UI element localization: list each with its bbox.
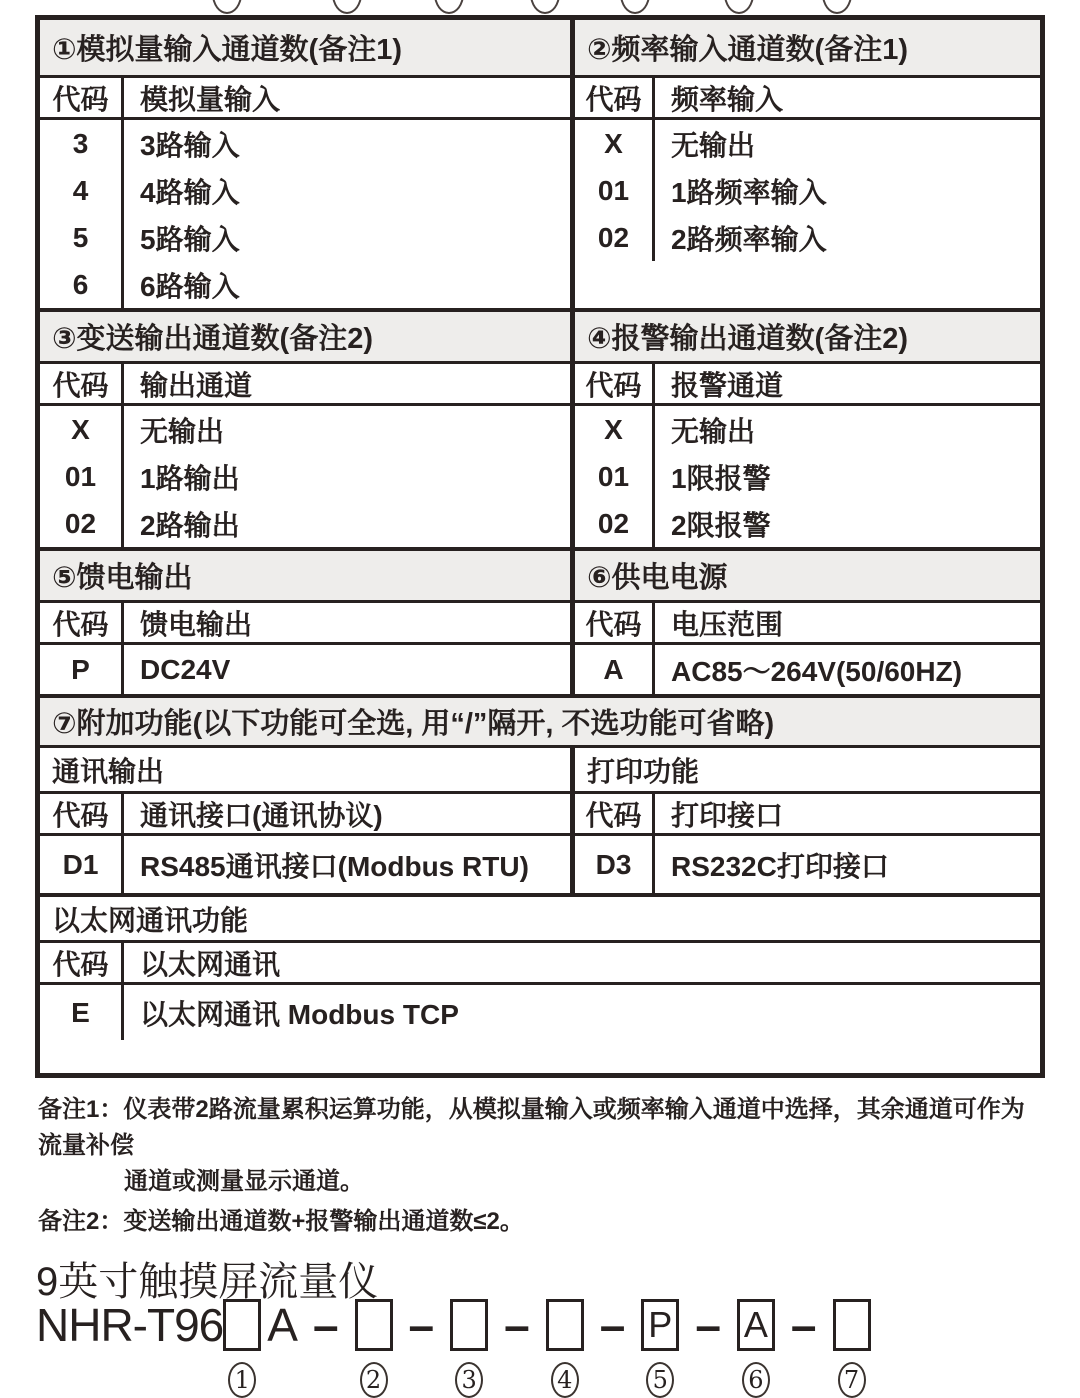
slot-6-value: A xyxy=(743,1304,768,1345)
slot-5-value: P xyxy=(648,1304,673,1345)
value-cell: 以太网通讯 Modbus TCP xyxy=(140,998,459,1030)
value-cell: 1路输出 xyxy=(140,462,240,494)
value-cell: 2限报警 xyxy=(671,509,771,541)
code-header: 代码 xyxy=(585,83,642,115)
model-dash: – xyxy=(312,1299,339,1351)
table-row xyxy=(575,406,1040,453)
comm-output-title: 通讯输出 xyxy=(40,748,570,794)
band-additional-functions xyxy=(40,698,1040,893)
section-6-subheader xyxy=(575,603,1040,645)
table-row xyxy=(575,500,1040,547)
slot-7-number: 7 xyxy=(838,1362,866,1398)
value-header: 报警通道 xyxy=(671,369,784,401)
code-cell: 01 xyxy=(597,174,630,206)
table-row xyxy=(575,167,1040,214)
code-cell: 02 xyxy=(597,507,630,539)
value-cell: AC85～264V(50/60HZ) xyxy=(671,655,963,687)
cutoff-circle-marker xyxy=(212,0,242,14)
section-3-subheader xyxy=(40,364,570,406)
code-header: 代码 xyxy=(585,799,642,831)
model-slot-1 xyxy=(223,1299,261,1394)
code-header: 代码 xyxy=(585,608,642,640)
code-header: 代码 xyxy=(52,608,109,640)
print-function-title: 打印功能 xyxy=(575,748,1040,794)
section-5-header: ⑤馈电输出 xyxy=(40,551,570,603)
band-power xyxy=(40,551,1040,694)
slot-3-number: 3 xyxy=(455,1362,483,1398)
value-header: 频率输入 xyxy=(671,83,784,115)
value-cell: RS485通讯接口(Modbus RTU) xyxy=(140,850,529,882)
code-header: 代码 xyxy=(52,948,109,980)
value-cell: 无输出 xyxy=(671,129,756,161)
model-dash: – xyxy=(695,1299,721,1351)
code-cell: 5 xyxy=(72,221,89,253)
model-slot-2 xyxy=(355,1299,393,1394)
section-2-subheader xyxy=(575,78,1040,120)
model-slot-6 xyxy=(737,1299,775,1394)
note-1-continuation: 通道或测量显示通道。 xyxy=(124,1168,364,1195)
value-header: 模拟量输入 xyxy=(140,83,281,115)
cutoff-circle-marker xyxy=(620,0,650,14)
code-cell: P xyxy=(71,653,90,685)
section-4-rows xyxy=(575,406,1040,547)
code-cell: D1 xyxy=(62,848,99,880)
model-dash: – xyxy=(599,1299,626,1351)
section-transmit-output xyxy=(40,312,570,547)
section-feed-output xyxy=(40,551,570,694)
section-analog-input xyxy=(40,20,570,308)
value-cell: 5路输入 xyxy=(140,223,240,255)
table-row xyxy=(40,985,1040,1040)
section-2-rows xyxy=(575,120,1040,308)
code-cell: X xyxy=(604,413,623,445)
value-cell: 无输出 xyxy=(140,415,225,447)
section-6-header: ⑥供电电源 xyxy=(575,551,1040,603)
code-cell: 6 xyxy=(72,268,89,300)
value-cell: 1限报警 xyxy=(671,462,771,494)
value-cell: DC24V xyxy=(140,653,231,685)
band-transmit-alarm xyxy=(40,312,1040,547)
model-fixed-a: A xyxy=(267,1299,297,1351)
section-7-header: ⑦附加功能(以下功能可全选, 用“/”隔开, 不选功能可省略) xyxy=(40,698,1040,748)
code-header: 代码 xyxy=(52,369,109,401)
value-header: 打印接口 xyxy=(671,799,784,831)
table-row xyxy=(40,500,570,547)
note-1-text: 仪表带2路流量累积运算功能，从模拟量输入或频率输入通道中选择，其余通道可作为流量补偿 xyxy=(38,1096,1025,1159)
model-prefix: NHR-T96 xyxy=(36,1299,224,1351)
code-cell: X xyxy=(604,127,623,159)
slot-6-number: 6 xyxy=(742,1362,770,1398)
table-row xyxy=(575,836,1040,893)
section-1-header: ①模拟量输入通道数(备注1) xyxy=(40,20,570,78)
code-cell: 3 xyxy=(72,127,89,159)
cutoff-circle-marker xyxy=(332,0,362,14)
code-header: 代码 xyxy=(52,83,109,115)
cutoff-circle-marker xyxy=(434,0,464,14)
table-row xyxy=(40,167,570,214)
product-title: 9英寸触摸屏流量仪 xyxy=(36,1260,379,1304)
cutoff-circle-marker xyxy=(724,0,754,14)
code-cell: 01 xyxy=(597,460,630,492)
slot-4-number: 4 xyxy=(551,1362,579,1398)
footnotes xyxy=(38,1092,1048,1240)
model-slot-5 xyxy=(641,1299,679,1394)
table-row xyxy=(40,836,570,893)
slot-1-number: 1 xyxy=(228,1362,256,1398)
table-row xyxy=(40,406,570,453)
model-dash: – xyxy=(408,1299,435,1351)
section-1-subheader xyxy=(40,78,570,120)
value-cell: 4路输入 xyxy=(140,176,240,208)
comm-subheader xyxy=(40,794,570,836)
print-subheader xyxy=(575,794,1040,836)
section-print-function xyxy=(575,748,1040,893)
table-row xyxy=(40,214,570,261)
note-1-label: 备注1： xyxy=(38,1096,124,1123)
code-header: 代码 xyxy=(52,799,109,831)
model-dash: – xyxy=(504,1299,530,1351)
model-selection-table xyxy=(35,15,1045,1078)
table-row xyxy=(575,645,1040,694)
band-analog-frequency xyxy=(40,20,1040,308)
model-slot-4 xyxy=(546,1299,584,1394)
slot-2-number: 2 xyxy=(360,1362,388,1398)
note-2-text: 变送输出通道数+报警输出通道数≤2。 xyxy=(123,1208,524,1235)
value-header: 输出通道 xyxy=(140,369,253,401)
code-cell: D3 xyxy=(595,848,632,880)
code-cell: 02 xyxy=(597,221,630,253)
code-header: 代码 xyxy=(585,369,642,401)
value-cell: 无输出 xyxy=(671,415,756,447)
band-ethernet xyxy=(40,897,1040,1040)
value-header: 馈电输出 xyxy=(140,608,253,640)
section-3-rows xyxy=(40,406,570,547)
code-cell: A xyxy=(603,653,624,685)
section-4-header: ④报警输出通道数(备注2) xyxy=(575,312,1040,364)
code-cell: 4 xyxy=(72,174,89,206)
value-cell: 2路输出 xyxy=(140,509,240,541)
section-1-rows xyxy=(40,120,570,308)
section-5-subheader xyxy=(40,603,570,645)
value-cell: 2路频率输入 xyxy=(671,223,827,255)
model-slot-3 xyxy=(450,1299,488,1394)
section-frequency-input xyxy=(575,20,1040,308)
table-row xyxy=(40,453,570,500)
cutoff-circle-marker xyxy=(530,0,560,14)
section-2-header: ②频率输入通道数(备注1) xyxy=(575,20,1040,78)
model-code-line xyxy=(36,1298,871,1394)
code-cell: E xyxy=(71,996,90,1028)
note-2 xyxy=(38,1204,1048,1240)
code-cell: 01 xyxy=(64,460,97,492)
value-header: 电压范围 xyxy=(671,608,784,640)
note-2-label: 备注2： xyxy=(38,1208,124,1235)
code-cell: 02 xyxy=(64,507,97,539)
table-row xyxy=(575,120,1040,167)
table-row xyxy=(575,453,1040,500)
section-power-supply xyxy=(575,551,1040,694)
value-header: 通讯接口(通讯协议) xyxy=(140,799,383,831)
table-row xyxy=(40,645,570,694)
value-cell: 6路输入 xyxy=(140,270,240,302)
section-alarm-output xyxy=(575,312,1040,547)
code-cell: X xyxy=(71,413,90,445)
ethernet-title: 以太网通讯功能 xyxy=(40,897,1040,943)
value-header: 以太网通讯 xyxy=(140,948,281,980)
value-cell: 3路输入 xyxy=(140,129,240,161)
table-row xyxy=(40,120,570,167)
model-slot-7 xyxy=(833,1299,871,1394)
value-cell: RS232C打印接口 xyxy=(671,850,889,882)
table-row xyxy=(575,214,1040,261)
note-1 xyxy=(38,1092,1048,1200)
model-dash: – xyxy=(790,1299,817,1351)
slot-5-number: 5 xyxy=(646,1362,674,1398)
table-row xyxy=(40,261,570,308)
ethernet-subheader xyxy=(40,943,1040,985)
cutoff-circle-marker xyxy=(822,0,852,14)
section-4-subheader xyxy=(575,364,1040,406)
section-comm-output xyxy=(40,748,570,893)
value-cell: 1路频率输入 xyxy=(671,176,827,208)
section-3-header: ③变送输出通道数(备注2) xyxy=(40,312,570,364)
